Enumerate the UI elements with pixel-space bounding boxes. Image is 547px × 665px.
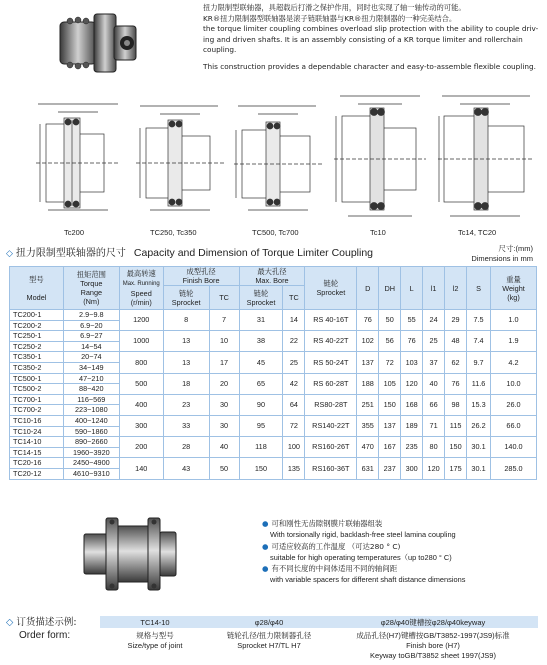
speed-cell: 200 [119, 437, 163, 458]
max-sprocket-cell: 31 [239, 310, 283, 331]
model-cell: TC500-1 [10, 373, 64, 384]
feature-3: ● 有不同长度的中间体适用不同的轴间距 [262, 564, 398, 574]
model-cell: TC250-2 [10, 341, 64, 352]
feature-3-en: with variable spacers for different shaft distance dimensions [270, 575, 466, 585]
drawing-tc14 [434, 92, 538, 228]
finish-tc-cell: 50 [209, 458, 239, 479]
model-cell: TC700-1 [10, 394, 64, 405]
dimension-unit [471, 244, 533, 263]
l-cell: 300 [401, 458, 423, 479]
weight-cell: 26.0 [491, 394, 537, 415]
sprocket-cell: RS 40-22T [305, 331, 357, 352]
col-finish-bore: 成型孔径 Finish Bore [163, 267, 239, 286]
finish-sprocket-cell: 13 [163, 352, 209, 373]
col-finish-sprocket: 链轮 Sprocket [163, 286, 209, 310]
max-sprocket-cell: 45 [239, 352, 283, 373]
l1-cell: 120 [423, 458, 445, 479]
section-title-en: Capacity and Dimension of Torque Limiter Coupling [133, 247, 374, 259]
model-cell: TC350-2 [10, 362, 64, 373]
order-title-en: Order form: [19, 630, 71, 641]
model-cell: TC500-2 [10, 384, 64, 395]
table-row [10, 373, 537, 384]
torque-cell: 223~1080 [63, 405, 119, 416]
l-cell: 120 [401, 373, 423, 394]
torque-cell: 6.9~20 [63, 320, 119, 331]
l2-cell: 48 [445, 331, 467, 352]
speed-cell: 140 [119, 458, 163, 479]
max-tc-cell: 64 [283, 394, 305, 415]
max-sprocket-cell: 95 [239, 415, 283, 436]
weight-cell: 1.9 [491, 331, 537, 352]
model-cell: TC20-12 [10, 468, 64, 479]
finish-sprocket-cell: 18 [163, 373, 209, 394]
l-cell: 76 [401, 331, 423, 352]
speed-cell: 800 [119, 352, 163, 373]
dh-cell: 137 [379, 415, 401, 436]
spec-table-body [10, 310, 537, 480]
s-cell: 15.3 [467, 394, 491, 415]
intro-en-1: the torque limiter coupling combines overload slip protection with the ability to couple driv- [203, 24, 539, 34]
d-cell: 470 [357, 437, 379, 458]
table-row [10, 415, 537, 426]
max-sprocket-cell: 118 [239, 437, 283, 458]
l-cell: 55 [401, 310, 423, 331]
sprocket-cell: RS160-26T [305, 437, 357, 458]
max-sprocket-cell: 150 [239, 458, 283, 479]
max-tc-cell: 100 [283, 437, 305, 458]
model-cell: TC200-1 [10, 310, 64, 321]
drawing-tc200 [28, 98, 128, 228]
table-row [10, 331, 537, 342]
l2-cell: 175 [445, 458, 467, 479]
l-cell: 235 [401, 437, 423, 458]
finish-tc-cell: 30 [209, 415, 239, 436]
intro-en-3: coupling. [203, 45, 237, 55]
technical-drawings [0, 92, 547, 242]
d-cell: 137 [357, 352, 379, 373]
col-speed: 最高转速 Max. Running Speed (r/min) [119, 267, 163, 310]
intro-text [203, 3, 543, 73]
l-cell: 168 [401, 394, 423, 415]
l2-cell: 98 [445, 394, 467, 415]
finish-sprocket-cell: 23 [163, 394, 209, 415]
finish-sprocket-cell: 8 [163, 310, 209, 331]
col-max-sprocket: 链轮 Sprocket [239, 286, 283, 310]
model-cell: TC14-10 [10, 437, 64, 448]
table-row [10, 437, 537, 448]
l2-cell: 76 [445, 373, 467, 394]
torque-cell: 2.9~9.8 [63, 310, 119, 321]
l1-cell: 24 [423, 310, 445, 331]
d-cell: 188 [357, 373, 379, 394]
dh-cell: 105 [379, 373, 401, 394]
model-cell: TC10-24 [10, 426, 64, 437]
finish-sprocket-cell: 13 [163, 331, 209, 352]
dh-cell: 56 [379, 331, 401, 352]
finish-tc-cell: 40 [209, 437, 239, 458]
max-sprocket-cell: 90 [239, 394, 283, 415]
bullet-icon: ● [262, 519, 269, 528]
s-cell: 26.2 [467, 415, 491, 436]
lamina-coupling-image [80, 504, 180, 600]
weight-cell: 4.2 [491, 352, 537, 373]
drawing-tc10 [330, 92, 430, 228]
torque-cell: 88~420 [63, 384, 119, 395]
section-title [6, 244, 373, 259]
l2-cell: 29 [445, 310, 467, 331]
d-cell: 251 [357, 394, 379, 415]
dh-cell: 50 [379, 310, 401, 331]
order-bore: φ28/φ40 [210, 616, 328, 628]
spec-table [9, 266, 537, 480]
feature-2: ● 可适应较高的工作温度 （可达280 ° C) [262, 541, 401, 551]
l1-cell: 37 [423, 352, 445, 373]
feature-2-en: suitable for high operating temperatures（up to280 ° C) [270, 552, 452, 562]
drawing-label: Tc14, TC20 [458, 228, 497, 237]
order-label-keyway: 成品孔径(H7)键槽按GB/T3852-1997(JS9)标准 Finish bore (H7) Keyway toGB/T3852 sheet 1997(JS9) [356, 631, 510, 660]
max-tc-cell: 25 [283, 352, 305, 373]
model-cell: TC10-16 [10, 415, 64, 426]
section-title-cn: 扭力限制型联轴器的尺寸 [15, 248, 126, 259]
max-tc-cell: 14 [283, 310, 305, 331]
sprocket-cell: RS160-36T [305, 458, 357, 479]
weight-cell: 10.0 [491, 373, 537, 394]
col-max-bore: 最大孔径 Max. Bore [239, 267, 305, 286]
finish-tc-cell: 10 [209, 331, 239, 352]
order-example-table [100, 616, 538, 662]
torque-cell: 1960~3920 [63, 447, 119, 458]
dh-cell: 72 [379, 352, 401, 373]
diamond-icon: ◇ [6, 617, 14, 628]
model-cell: TC350-1 [10, 352, 64, 363]
col-d: D [357, 267, 379, 310]
intro-section [0, 0, 547, 95]
speed-cell: 1000 [119, 331, 163, 352]
drawing-label: TC250, Tc350 [150, 228, 197, 237]
drawing-label: Tc200 [64, 228, 85, 237]
l1-cell: 80 [423, 437, 445, 458]
unit-en: Dimensions in mm [471, 253, 533, 263]
col-sprocket: 链轮 Sprocket [305, 267, 357, 310]
sprocket-cell: RS 60-28T [305, 373, 357, 394]
model-cell: TC250-1 [10, 331, 64, 342]
col-weight: 重量 Weight (kg) [491, 267, 537, 310]
s-cell: 7.5 [467, 310, 491, 331]
l2-cell: 62 [445, 352, 467, 373]
bullet-icon: ● [262, 541, 269, 551]
col-torque: 扭矩范围 Torque Range (Nm) [63, 267, 119, 310]
dh-cell: 167 [379, 437, 401, 458]
max-tc-cell: 22 [283, 331, 305, 352]
intro-cn-1: 扭力限制型联轴器，具超载后打滑之保护作用，同时也实现了轴一轴传动的可能。 [203, 3, 466, 12]
unit-cn: 尺寸:(mm) [498, 244, 533, 253]
finish-tc-cell: 30 [209, 394, 239, 415]
torque-cell: 20~74 [63, 352, 119, 363]
l2-cell: 150 [445, 437, 467, 458]
l1-cell: 66 [423, 394, 445, 415]
l-cell: 189 [401, 415, 423, 436]
torque-cell: 400~1240 [63, 415, 119, 426]
torque-cell: 6.9~27 [63, 331, 119, 342]
sprocket-cell: RS 50-24T [305, 352, 357, 373]
max-sprocket-cell: 38 [239, 331, 283, 352]
dh-cell: 150 [379, 394, 401, 415]
feature-1: ● 可和刚性无齿隙钢膜片联轴器组装 [262, 519, 383, 528]
d-cell: 355 [357, 415, 379, 436]
max-tc-cell: 135 [283, 458, 305, 479]
finish-tc-cell: 7 [209, 310, 239, 331]
order-label-bore: 链轮孔径/扭力限制器孔径 Sprocket H7/TL H7 [226, 631, 312, 650]
bullet-icon: ● [262, 564, 269, 574]
col-finish-tc: TC [209, 286, 239, 310]
intro-en-2: ing and driven shafts. It is an assembly consisting of a KR torque limiter and rollerchain [203, 34, 523, 44]
speed-cell: 300 [119, 415, 163, 436]
s-cell: 30.1 [467, 437, 491, 458]
weight-cell: 66.0 [491, 415, 537, 436]
order-keyway: φ28/φ40键槽按φ28/φ40keyway [328, 616, 538, 628]
max-sprocket-cell: 65 [239, 373, 283, 394]
l1-cell: 40 [423, 373, 445, 394]
torque-cell: 590~1860 [63, 426, 119, 437]
table-row [10, 394, 537, 405]
s-cell: 30.1 [467, 458, 491, 479]
feature-list [262, 518, 465, 586]
order-model: TC14-10 [100, 616, 210, 628]
table-row [10, 310, 537, 321]
max-tc-cell: 42 [283, 373, 305, 394]
order-title: ◇ 订货描述示例: [6, 617, 77, 628]
model-cell: TC700-2 [10, 405, 64, 416]
model-cell: TC14-15 [10, 447, 64, 458]
max-tc-cell: 72 [283, 415, 305, 436]
feature-1-en: With torsionally rigid, backlash-free steel lamina coupling [270, 530, 456, 540]
col-s: S [467, 267, 491, 310]
table-row [10, 458, 537, 469]
l-cell: 103 [401, 352, 423, 373]
d-cell: 76 [357, 310, 379, 331]
s-cell: 7.4 [467, 331, 491, 352]
drawing-label: Tc10 [370, 228, 386, 237]
col-l: L [401, 267, 423, 310]
intro-cn-2: KR®扭力限制器型联轴器是滚子链联轴器与KR®扭力限制器的一种完美结合。 [203, 13, 457, 23]
d-cell: 102 [357, 331, 379, 352]
weight-cell: 1.0 [491, 310, 537, 331]
torque-cell: 47~210 [63, 373, 119, 384]
s-cell: 9.7 [467, 352, 491, 373]
finish-sprocket-cell: 28 [163, 437, 209, 458]
weight-cell: 140.0 [491, 437, 537, 458]
drawing-tc500 [228, 98, 328, 228]
col-l2: l2 [445, 267, 467, 310]
col-l1: l1 [423, 267, 445, 310]
d-cell: 631 [357, 458, 379, 479]
l1-cell: 71 [423, 415, 445, 436]
torque-cell: 34~149 [63, 362, 119, 373]
l2-cell: 115 [445, 415, 467, 436]
torque-cell: 890~2660 [63, 437, 119, 448]
s-cell: 11.6 [467, 373, 491, 394]
finish-tc-cell: 17 [209, 352, 239, 373]
table-row [10, 352, 537, 363]
col-max-tc: TC [283, 286, 305, 310]
torque-cell: 2450~4900 [63, 458, 119, 469]
intro-en-4: This construction provides a dependable character and easy-to-assemble flexible coupling. [203, 61, 536, 71]
speed-cell: 1200 [119, 310, 163, 331]
model-cell: TC200-2 [10, 320, 64, 331]
finish-sprocket-cell: 33 [163, 415, 209, 436]
sprocket-cell: RS80-28T [305, 394, 357, 415]
weight-cell: 285.0 [491, 458, 537, 479]
order-label-size: 规格与型号 Size/type of joint [127, 631, 183, 650]
torque-cell: 14~54 [63, 341, 119, 352]
sprocket-cell: RS140-22T [305, 415, 357, 436]
torque-cell: 4610~9310 [63, 468, 119, 479]
dh-cell: 237 [379, 458, 401, 479]
sprocket-cell: RS 40-16T [305, 310, 357, 331]
finish-tc-cell: 20 [209, 373, 239, 394]
torque-cell: 116~569 [63, 394, 119, 405]
speed-cell: 500 [119, 373, 163, 394]
drawing-label: TC500, Tc700 [252, 228, 299, 237]
model-cell: TC20-16 [10, 458, 64, 469]
col-model: 型号 Model [10, 267, 64, 310]
l1-cell: 25 [423, 331, 445, 352]
finish-sprocket-cell: 43 [163, 458, 209, 479]
speed-cell: 400 [119, 394, 163, 415]
torque-limiter-coupling-photo [58, 4, 140, 80]
diamond-icon: ◇ [6, 249, 13, 259]
drawing-tc250 [130, 98, 230, 228]
col-dh: DH [379, 267, 401, 310]
